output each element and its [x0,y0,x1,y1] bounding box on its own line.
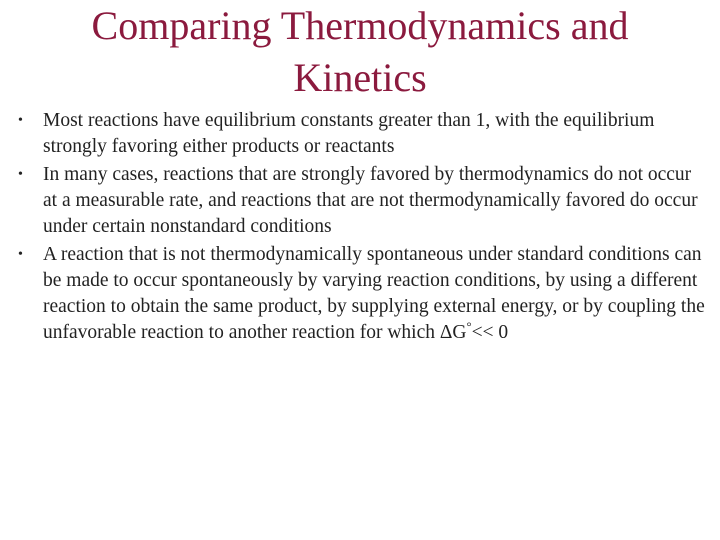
bullet-marker: • [18,247,23,262]
bullet-text: A reaction that is not thermodynamically spontaneous under standard conditions can be made to occur spontaneously by varying reaction conditions, by using a different reaction to obtain the same product, by supplying external energy, or by coupling the unfavorable reaction to another reaction for which [43,244,705,343]
bullet-item [18,108,708,160]
bullet-text: In many cases, reactions that are strongly favored by thermodynamics do not occur at a measurable rate, and reactions that are not thermodynamically favored do occur under certain nonstandard conditions [43,164,698,237]
bullet-item [18,162,708,240]
delta-g-symbol: ΔG [439,322,467,343]
bullet-item [18,242,708,346]
bullet-marker: • [18,113,23,128]
bullet-text-end: << 0 [471,322,509,343]
slide-title: Comparing Thermodynamics and Kinetics [91,3,629,100]
bullet-list [18,108,708,348]
bullet-marker: • [18,167,23,182]
bullet-text: Most reactions have equilibrium constants greater than 1, with the equilibrium strongly favoring either products or reactants [43,110,655,157]
degree-symbol: ° [466,319,472,334]
